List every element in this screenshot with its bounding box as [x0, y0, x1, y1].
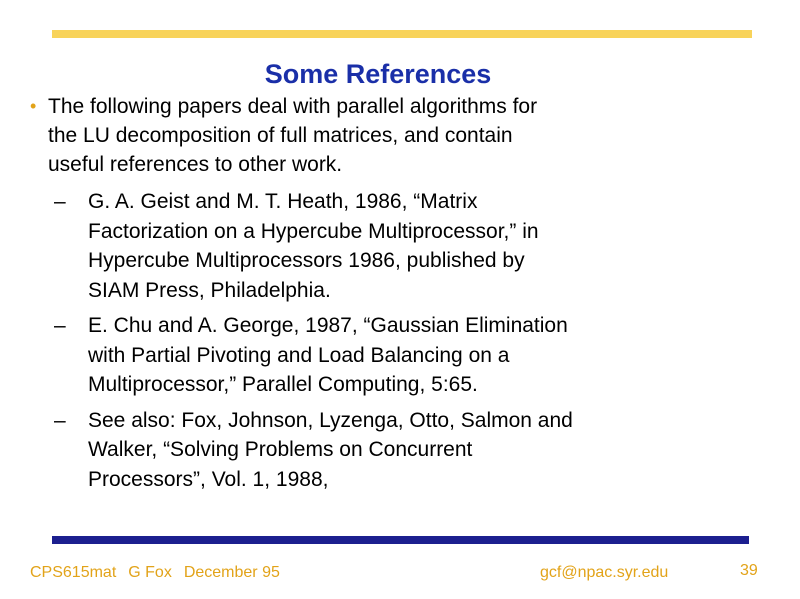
- dash-icon: –: [54, 190, 66, 213]
- reference-line: Walker, “Solving Problems on Concurrent: [88, 438, 473, 461]
- bullet-line: The following papers deal with parallel algorithms for: [48, 95, 538, 118]
- footer-info: [30, 563, 280, 583]
- reference-line: See also: Fox, Johnson, Lyzenga, Otto, Salmon and: [88, 408, 573, 432]
- slide-title: Some References: [264, 59, 492, 89]
- main-bullet-block: [30, 92, 750, 500]
- footer-course: CPS615mat: [30, 564, 117, 581]
- bullet-dot-icon: •: [30, 96, 37, 116]
- reference-item-fox-et-al: [30, 406, 728, 495]
- reference-line: G. A. Geist and M. T. Heath, 1986, “Matrix: [88, 190, 478, 213]
- reference-line: with Partial Pivoting and Load Balancing on a: [88, 343, 510, 367]
- reference-list: [30, 187, 750, 494]
- dash-icon: –: [54, 408, 66, 432]
- bullet-line: useful references to other work.: [48, 153, 343, 176]
- reference-line: E. Chu and A. George, 1987, “Gaussian Elimination: [88, 314, 568, 337]
- reference-line: Processors”, Vol. 1, 1988,: [88, 467, 329, 491]
- reference-line: Hypercube Multiprocessors 1986, published by: [88, 249, 525, 272]
- reference-line: SIAM Press, Philadelphia.: [88, 278, 331, 302]
- reference-item-chu-george: [30, 311, 728, 400]
- footer-author: G Fox: [128, 564, 172, 581]
- dash-icon: –: [54, 314, 66, 337]
- reference-line: Factorization on a Hypercube Multiprocessor,” in: [88, 219, 539, 243]
- footer-date: December 95: [183, 564, 280, 581]
- top-divider-bar: [52, 30, 752, 38]
- reference-item-geist-heath: [30, 187, 728, 305]
- bullet-line: the LU decomposition of full matrices, and contain: [48, 124, 513, 147]
- reference-line: Multiprocessor,” Parallel Computing, 5:65.: [88, 373, 478, 396]
- page-number: 39: [740, 562, 758, 579]
- bottom-divider-bar: [52, 536, 749, 544]
- main-bullet: [30, 92, 750, 179]
- footer-email: gcf@npac.syr.edu: [540, 564, 669, 581]
